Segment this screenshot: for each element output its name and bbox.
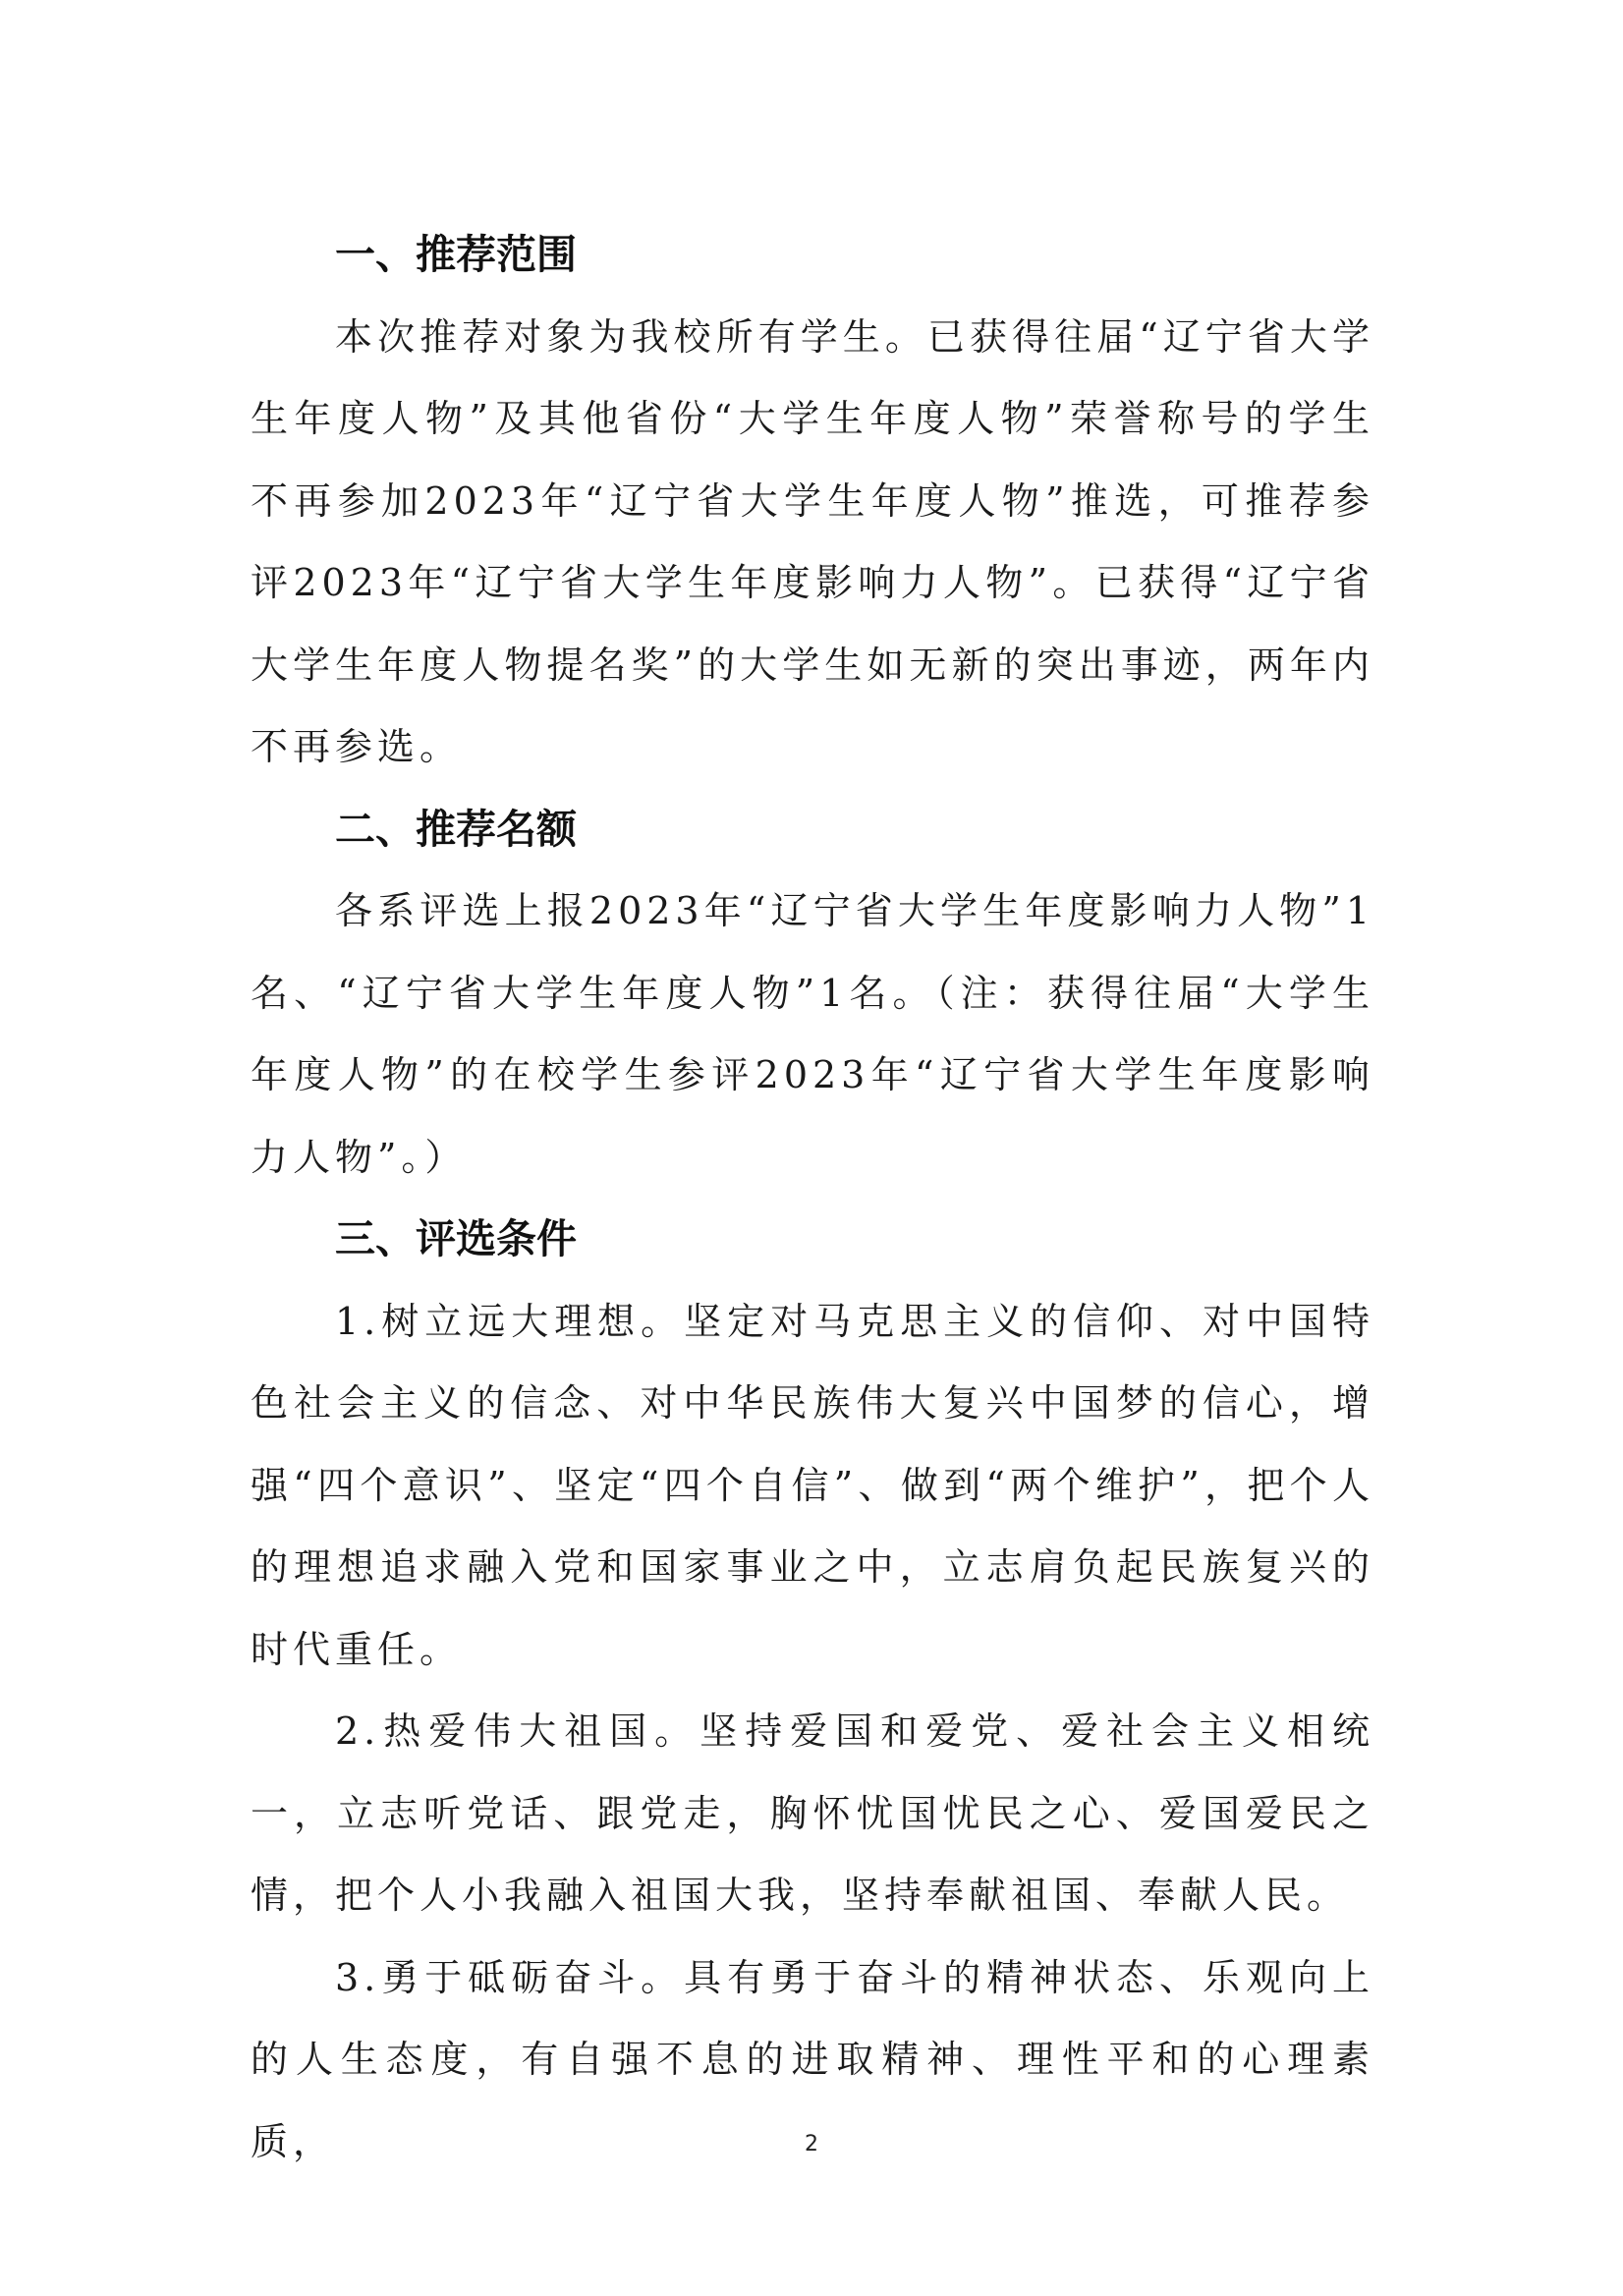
paragraph: 本次推荐对象为我校所有学生。已获得往届“辽宁省大学生年度人物”及其他省份“大学生年度人物”荣誉称号的学生不再参加2023年“辽宁省大学生年度人物”推选，可推荐参评2023年“辽宁省大学生年度影响力人物”。已获得“辽宁省大学生年度人物提名奖”的大学生如无新的突出事迹，两年内不再参选。 bbox=[251, 314, 1374, 768]
criterion-paragraph: 1.树立远大理想。坚定对马克思主义的信仰、对中国特色社会主义的信念、对中华民族伟大复兴中国梦的信心，增强“四个意识”、坚定“四个自信”、做到“两个维护”，把个人的理想追求融入党和国家事业之中，立志肩负起民族复兴的时代重任。 bbox=[251, 1299, 1374, 1671]
document-body bbox=[251, 214, 1374, 2183]
page-number: 2 bbox=[805, 2132, 818, 2156]
criterion-paragraph: 2.热爱伟大祖国。坚持爱国和爱党、爱社会主义相统一，立志听党话、跟党走，胸怀忧国忧民之心、爱国爱民之情，把个人小我融入祖国大我，坚持奉献祖国、奉献人民。 bbox=[251, 1709, 1374, 1917]
paragraph: 各系评选上报2023年“辽宁省大学生年度影响力人物”1名、“辽宁省大学生年度人物”1名。（注：获得往届“大学生年度人物”的在校学生参评2023年“辽宁省大学生年度影响力人物”。） bbox=[251, 889, 1374, 1179]
section-heading: 三、评选条件 bbox=[335, 1215, 577, 1262]
criterion-paragraph: 3.勇于砥砺奋斗。具有勇于奋斗的精神状态、乐观向上的人生态度，有自强不息的进取精神、理性平和的心理素质， bbox=[251, 1955, 1374, 2163]
section-selection-criteria bbox=[251, 1199, 1374, 2183]
section-recommendation-scope bbox=[251, 214, 1374, 789]
section-recommendation-quota bbox=[251, 789, 1374, 1200]
section-heading: 一、推荐范围 bbox=[335, 231, 577, 278]
section-heading: 二、推荐名额 bbox=[335, 805, 577, 853]
